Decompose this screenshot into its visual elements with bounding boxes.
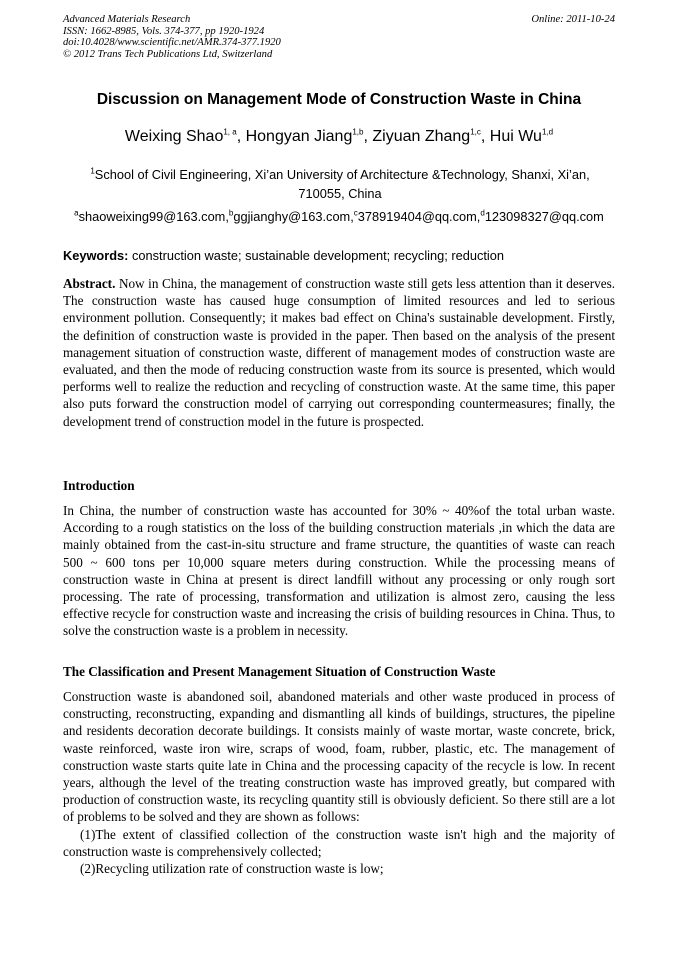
copyright: © 2012 Trans Tech Publications Ltd, Switzerland	[63, 48, 273, 60]
paragraph: In China, the number of construction waste has accounted for 30% ~ 40%of the total urban waste. According to a rough statistics on the loss of the building construction materials ,in which the data are mainly obtained from the cast-in-situ structure and frame structure, the quantities of waste can reach 500 ~ 600 tons per 10,000 square meters during construction. While the processing means of construction waste in China at present is direct landfill without any processing or only rough sort processing. The rate of processing, transformation and utilization is almost zero, causing the less effective recycle for construction waste and increasing the crisis of building resources in China. Thus, to solve the construction waste is a problem in necessity.	[63, 503, 615, 639]
author: Weixing Shao	[124, 128, 224, 145]
email-sup: b	[228, 208, 234, 218]
email[interactable]: ggjianghy@163.com,	[233, 209, 354, 224]
emails	[0, 209, 678, 224]
affiliation	[70, 165, 610, 203]
author-sup: 1,c	[470, 127, 481, 137]
keywords-label: Keywords:	[63, 248, 129, 263]
journal-header	[63, 14, 281, 60]
email-sup: d	[480, 208, 485, 218]
abstract-label: Abstract.	[63, 276, 116, 291]
section-heading: Introduction	[63, 478, 135, 493]
author-sup: 1, a	[223, 127, 237, 137]
author: Ziyuan Zhang	[372, 128, 471, 145]
paragraph: Construction waste is abandoned soil, abandoned materials and other waste produced in process of constructing, reconstructing, expanding and dismantling all kinds of buildings, structures, the pipeline and residents decoration decorate buildings. It consists mainly of waste mortar, waste concrete, brick, waste reinforced, waste iron wire, scraps of wood, foam, rubber, plastic, etc. The management of construction waste starts quite late in China and the processing capacity of the recycle is low. In recent years, although the level of the treating construction waste has improved greatly, but compared with production of construction waste, its recycling quantity still is obviously deficient. So there still are a lot of problems to be solved and they are shown as follows:	[63, 689, 615, 825]
email[interactable]: shaoweixing99@163.com,	[78, 209, 229, 224]
email-sup: a	[74, 208, 79, 218]
author-sup: 1,b	[352, 127, 364, 137]
author-sup: 1,d	[541, 127, 554, 137]
issn: ISSN: 1662-8985, Vols. 374-377, pp 1920-1924	[63, 25, 265, 37]
affiliation-sup: 1	[90, 166, 95, 176]
keywords-text: construction waste; sustainable development; recycling; reduction	[128, 248, 504, 263]
abstract-text: Now in China, the management of construction waste still gets less attention than it deserves. The construction waste has caused huge consumption of limited resources and led to serious environment pollution. Consequently; it makes bad effect on China's sustainable development. Firstly, the definition of construction waste is provided in the paper. Then based on the analysis of the present management situation of construction waste, different of management modes of construction waste are evaluated, and then the mode of reducing construction waste from its source is presented, which would performs well to realize the reduction and recycling of construction waste. At the same time, this paper also puts forward the construction model of carrying out corresponding countermeasures; finally, the development trend of construction model in the future is prospected.	[63, 276, 615, 429]
affiliation-text: School of Civil Engineering, Xi’an University of Architecture &Technology, Shanxi, Xi’an, 710055, China	[94, 167, 590, 201]
paragraph: (1)The extent of classified collection of the construction waste isn't high and the majority of construction waste is comprehensively collected;	[63, 826, 615, 859]
paper-title: Discussion on Management Mode of Construction Waste in China	[96, 91, 582, 108]
email[interactable]: 123098327@qq.com	[484, 209, 604, 224]
online-date: Online: 2011-10-24	[531, 14, 615, 25]
section-heading: The Classification and Present Management Situation of Construction Waste	[63, 664, 496, 679]
doi[interactable]: doi:10.4028/www.scientific.net/AMR.374-377.1920	[63, 37, 281, 48]
section-body	[63, 688, 615, 877]
email-sup: c	[353, 208, 358, 218]
email[interactable]: 378919404@qq.com,	[357, 209, 481, 224]
authors: Weixing Shao$^{1, a}$, Hongyan Jiang$^{1,b}$, Ziyuan Zhang$^{1,c}$, Hui Wu$^{1,d}$	[124, 127, 554, 145]
journal-name: Advanced Materials Research	[63, 14, 191, 25]
section-body	[63, 502, 615, 640]
abstract	[63, 275, 615, 430]
keywords	[63, 248, 504, 263]
paragraph: (2)Recycling utilization rate of construction waste is low;	[80, 861, 384, 877]
author: Hongyan Jiang	[245, 128, 353, 145]
author: Hui Wu	[489, 128, 542, 145]
